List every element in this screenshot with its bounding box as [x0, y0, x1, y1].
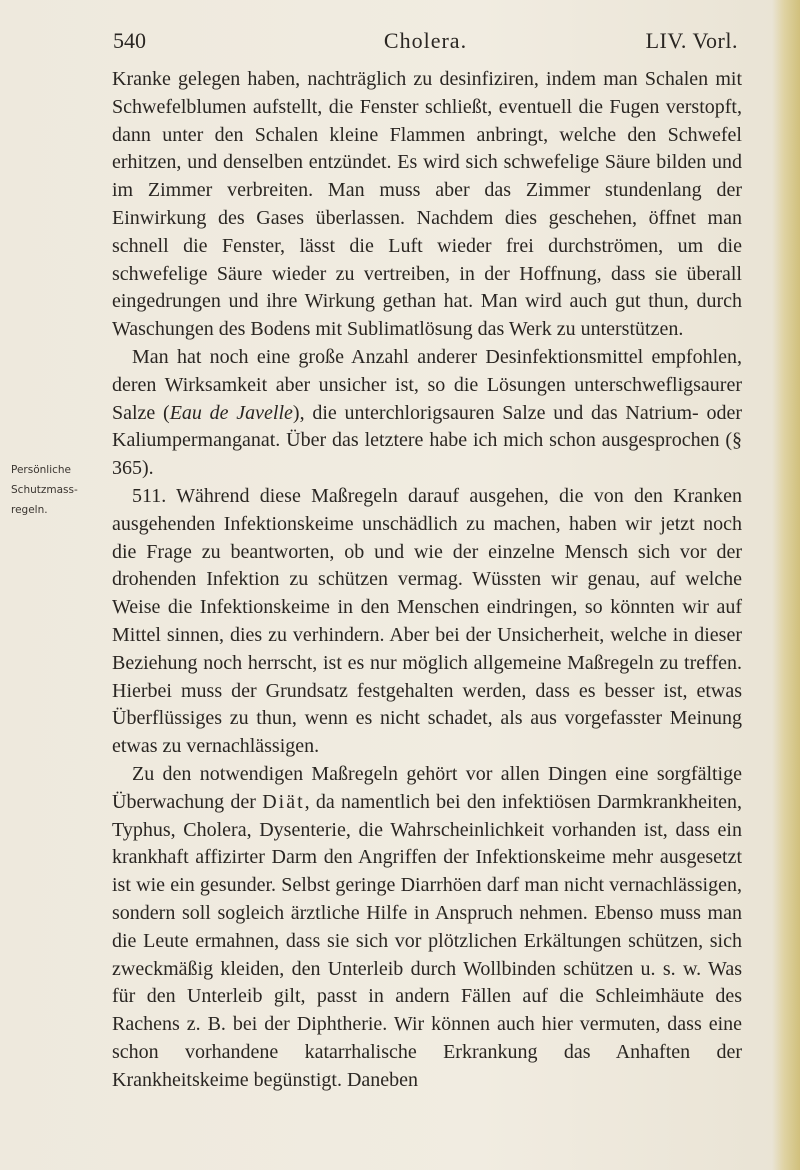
- margin-note-line: Schutzmass-: [11, 484, 78, 496]
- page-edge-shading: [772, 0, 800, 1170]
- paragraph-fumigation: Kranke gelegen haben, nachträglich zu desinfiziren, indem man Schalen mit Schwefelblumen aufstellt, die Fenster schließt, eventuell die Fugen verstopft, dann unter den Schalen kleine Flammen anbringt, welche den Schwefel erhitzen, und denselben entzündet. Es wird sich schwefelige Säure bilden und im Zimmer verbreiten. Man muss aber das Zimmer stundenlang der Einwirkung des Gases überlassen. Nachdem dies geschehen, öffnet man schnell die Fenster, lässt die Luft wieder frei durchströmen, um die schwefelige Säure wieder zu vertreiben, in der Hoffnung, dass sie überall eingedrungen und ihre Wirkung gethan hat. Man wird auch gut thun, durch Waschungen des Bodens mit Sublimatlösung das Werk zu unterstützen.: [112, 68, 742, 341]
- italic-term: Eau de Javelle: [169, 401, 293, 424]
- section-reference: LIV. Vorl.: [645, 28, 738, 53]
- margin-note-line: Persönliche: [11, 464, 72, 476]
- body-text: [112, 66, 742, 1094]
- running-header: [113, 28, 738, 60]
- margin-note-line: regeln.: [11, 504, 48, 516]
- paragraph-diet: [112, 761, 742, 1095]
- page-number: 540: [113, 28, 146, 53]
- paragraph-other-disinfectants: [112, 344, 742, 483]
- text-run: Zu den notwendigen Maßregeln gehört vor allen Dingen eine sorgfältige Überwachung der: [112, 762, 742, 813]
- text-run: Man hat noch eine große Anzahl anderer Desinfektionsmittel empfohlen, deren Wirksamkeit aber unsicher ist, so die Lösungen unterschwefligsaurer Salze (: [112, 345, 742, 424]
- running-title: Cholera.: [383, 28, 468, 53]
- spaced-term: Diät: [262, 790, 305, 813]
- text-run: ), die unterchlorigsauren Salze und das Natrium- oder Kaliumpermanganat. Über das letztere habe ich mich schon ausgesprochen (§ 365).: [112, 401, 742, 480]
- text-run: , da namentlich bei den infektiösen Darmkrankheiten, Typhus, Cholera, Dysenterie, die Wahrscheinlichkeit vorhanden ist, dass ein krankhaft affizirter Darm den Angriffen der Infektionskeime mehr ausgesetzt ist wie ein gesunder. Selbst geringe Diarrhöen darf man nicht vernachlässigen, sondern soll sogleich ärztliche Hilfe in Anspruch nehmen. Ebenso muss man die Leute ermahnen, dass sie sich vor plötzlichen Erkältungen schützen, sich zweckmäßig kleiden, den Unterleib durch Wollbinden schützen u. s. w. Was für den Unterleib gilt, passt in andern Fällen auf die Schleimhäute des Rachens z. B. bei der Diphtherie. Wir können auch hier vermuten, dass eine schon vorhandene katarrhalische Erkrankung das Anhaften der Krankheitskeime begünstigt. Daneben: [112, 790, 742, 1091]
- paragraph-511: 511. Während diese Maßregeln darauf ausgehen, die von den Kranken ausgehenden Infektionskeime unschädlich zu machen, haben wir jetzt noch die Frage zu beantworten, ob und wie der einzelne Mensch sich vor der drohenden Infektion zu schützen vermag. Wüssten wir genau, auf welche Weise die Infektionskeime in den Menschen eindringen, so könnten wir auf Mittel sinnen, dies zu verhindern. Aber bei der Unsicherheit, welche in dieser Beziehung noch herrscht, ist es nur möglich allgemeine Maßregeln zu treffen. Hierbei muss der Grundsatz festgehalten werden, dass es besser ist, etwas Überflüssiges zu thun, wenn es nicht schadet, als aus vorgefasster Meinung etwas zu vernachlässigen.: [112, 484, 742, 758]
- margin-note: [11, 460, 91, 520]
